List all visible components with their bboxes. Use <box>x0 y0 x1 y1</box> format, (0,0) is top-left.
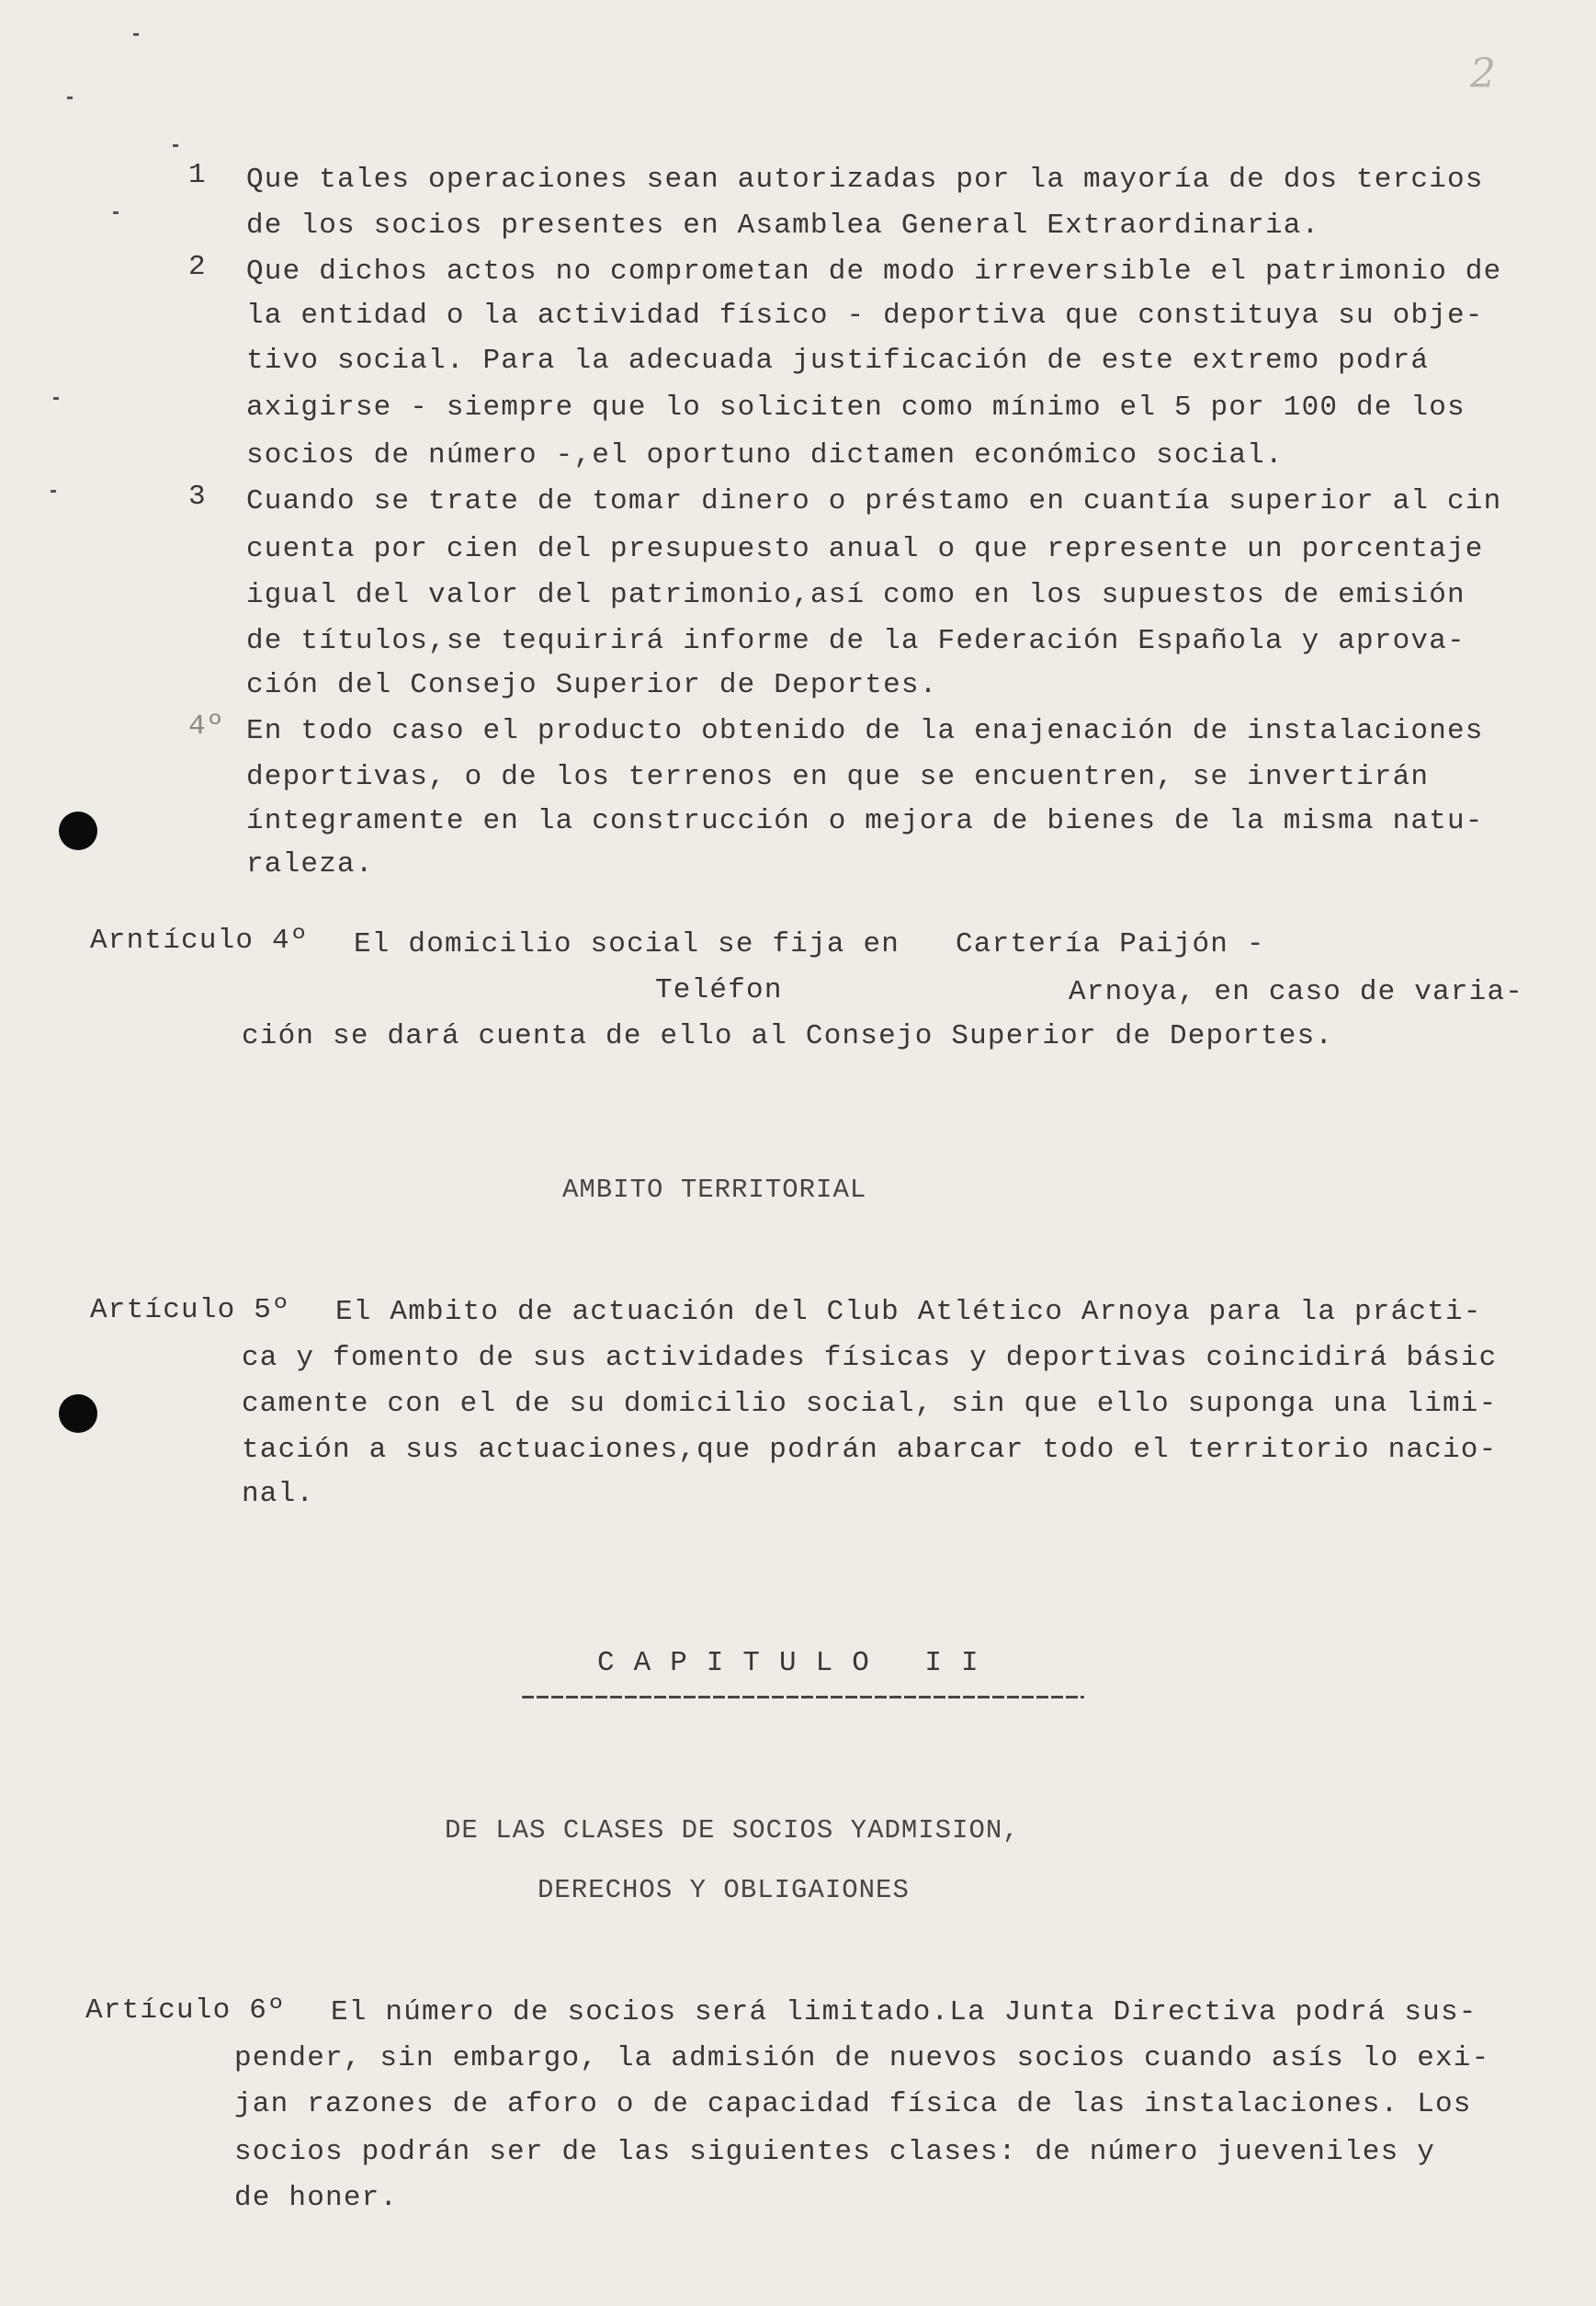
item-number: 2 <box>188 251 207 283</box>
item-number: 3 <box>188 481 207 513</box>
item-line: cuenta por cien del presupuesto anual o que represente un porcentaje <box>246 533 1484 565</box>
article-text: El Ambito de actuación del Club Atlético Arnoya para la prácti- <box>335 1296 1482 1328</box>
article-phone-label: Teléfon <box>655 974 783 1006</box>
article-text: jan razones de aforo o de capacidad física de las instalaciones. Los <box>234 2088 1472 2120</box>
item-line: Que tales operaciones sean autorizadas por la mayoría de dos tercios <box>246 164 1484 196</box>
margin-mark <box>51 490 56 493</box>
margin-mark <box>113 211 119 214</box>
article-text: Arnoya, en caso de varia- <box>1069 976 1524 1008</box>
article-text: socios podrán ser de las siguientes clases: de número jueveniles y <box>234 2136 1435 2168</box>
article-text: El número de socios será limitado.La Junta Directiva podrá sus- <box>331 1996 1477 2028</box>
article-label: Artículo 6º <box>85 1994 286 2027</box>
item-line: raleza. <box>246 848 374 880</box>
margin-mark <box>67 97 73 99</box>
article-text: nal. <box>242 1478 315 1510</box>
chapter-title: DERECHOS Y OBLIGAIONES <box>538 1875 910 1905</box>
item-number: 1 <box>188 159 207 191</box>
article-address: Cartería Paijón - <box>956 928 1265 960</box>
margin-mark <box>133 33 139 36</box>
item-line: axigirse - siempre que lo soliciten como mínimo el 5 por 100 de los <box>246 392 1466 424</box>
punch-hole <box>59 812 97 850</box>
item-line: íntegramente en la construcción o mejora de bienes de la misma natu- <box>246 805 1484 837</box>
article-text: tación a sus actuaciones,que podrán abarcar todo el territorio nacio- <box>242 1434 1498 1466</box>
punch-hole <box>59 1394 97 1433</box>
item-line: igual del valor del patrimonio,así como en los supuestos de emisión <box>246 579 1466 611</box>
chapter-title: DE LAS CLASES DE SOCIOS YADMISION, <box>445 1815 1020 1846</box>
section-heading: AMBITO TERRITORIAL <box>562 1175 867 1205</box>
article-text: camente con el de su domicilio social, sin que ello suponga una limi- <box>242 1388 1498 1420</box>
item-line: deportivas, o de los terrenos en que se encuentren, se invertirán <box>246 761 1430 793</box>
article-text: ca y fomento de sus actividades físicas y deportivas coincidirá básic <box>242 1342 1498 1374</box>
item-line: tivo social. Para la adecuada justificación de este extremo podrá <box>246 345 1430 377</box>
item-line: Cuando se trate de tomar dinero o préstamo en cuantía superior al cin <box>246 485 1502 517</box>
chapter-heading: CAPITULO II <box>597 1647 998 1679</box>
page-number: 2 <box>1470 51 1496 97</box>
item-line: de títulos,se tequirirá informe de la Federación Española y aprova- <box>246 625 1466 657</box>
margin-mark <box>53 397 59 400</box>
article-label: Arntículo 4º <box>90 925 309 957</box>
article-text: ción se dará cuenta de ello al Consejo Superior de Deportes. <box>242 1020 1334 1052</box>
article-text: pender, sin embargo, la admisión de nuevos socios cuando asís lo exi- <box>234 2042 1490 2074</box>
item-line: de los socios presentes en Asamblea General Extraordinaria. <box>246 210 1320 242</box>
article-text: de honer. <box>234 2182 399 2214</box>
item-line: la entidad o la actividad físico - deportiva que constituya su obje- <box>246 300 1484 332</box>
article-text: El domicilio social se fija en <box>354 928 900 960</box>
item-line: En todo caso el producto obtenido de la enajenación de instalaciones <box>246 715 1484 747</box>
chapter-underline <box>522 1696 1084 1698</box>
item-line: ción del Consejo Superior de Deportes. <box>246 669 938 701</box>
article-label: Artículo 5º <box>90 1294 290 1326</box>
item-line: socios de número -,el oportuno dictamen económico social. <box>246 439 1284 471</box>
margin-mark <box>173 144 178 147</box>
item-line: Que dichos actos no comprometan de modo irreversible el patrimonio de <box>246 256 1502 288</box>
item-number: 4º <box>188 710 225 743</box>
